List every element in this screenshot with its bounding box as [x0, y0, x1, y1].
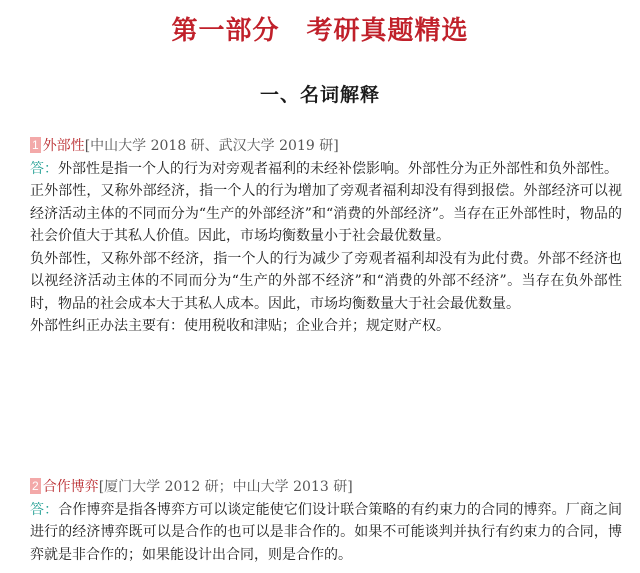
entry-externality	[30, 135, 622, 338]
answer-label: 答：	[30, 501, 59, 518]
answer-text: 外部性是指一个人的行为对旁观者福利的未经补偿影响。外部性分为正外部性和负外部性。	[58, 160, 618, 177]
entry-term: 外部性	[42, 138, 85, 154]
body-paragraph: 正外部性，又称外部经济，指一个人的行为增加了旁观者福利却没有得到报偿。外部经济可以视经济活动主体的不同而分为“生产的外部经济”和“消费的外部经济”。当存在正外部性时，物品的社会价值大于其私人价值。因此，市场均衡数量小于社会最优数量。	[30, 183, 622, 244]
entry-cooperative-game	[30, 476, 622, 566]
part-title: 第一部分 考研真题精选	[171, 16, 469, 46]
entry-heading	[30, 135, 622, 158]
entry-source: [中山大学 2018 研、武汉大学 2019 研]	[84, 138, 339, 154]
entry-number: 1	[32, 138, 39, 152]
entry-number: 2	[32, 479, 39, 493]
entry-heading	[30, 476, 622, 499]
entry-term: 合作博弈	[42, 479, 99, 495]
answer-paragraph	[30, 499, 622, 567]
answer-text: 合作博弈是指各博弈方可以谈定能使它们设计联合策略的有约束力的合同的博弈。厂商之间进行的经济博弈既可以是合作的也可以是非合作的。如果不可能谈判并执行有约束力的合同，博弈就是非合作的；如果能设计出合同，则是合作的。	[30, 501, 623, 563]
body-paragraph: 外部性纠正办法主要有：使用税收和津贴；企业合并；规定财产权。	[30, 318, 450, 334]
body-paragraph: 负外部性，又称外部不经济，指一个人的行为减少了旁观者福利却没有为此付费。外部不经济也以视经济活动主体的不同而分为“生产的外部不经济”和“消费的外部不经济”。当存在负外部性时，物品的社会成本大于其私人成本。因此，市场均衡数量大于社会最优数量。	[30, 250, 622, 312]
answer-paragraph	[30, 158, 622, 181]
entry-source: [厦门大学 2012 研；中山大学 2013 研]	[98, 479, 353, 495]
section-title: 一、名词解释	[259, 84, 380, 106]
answer-label: 答：	[30, 160, 58, 177]
